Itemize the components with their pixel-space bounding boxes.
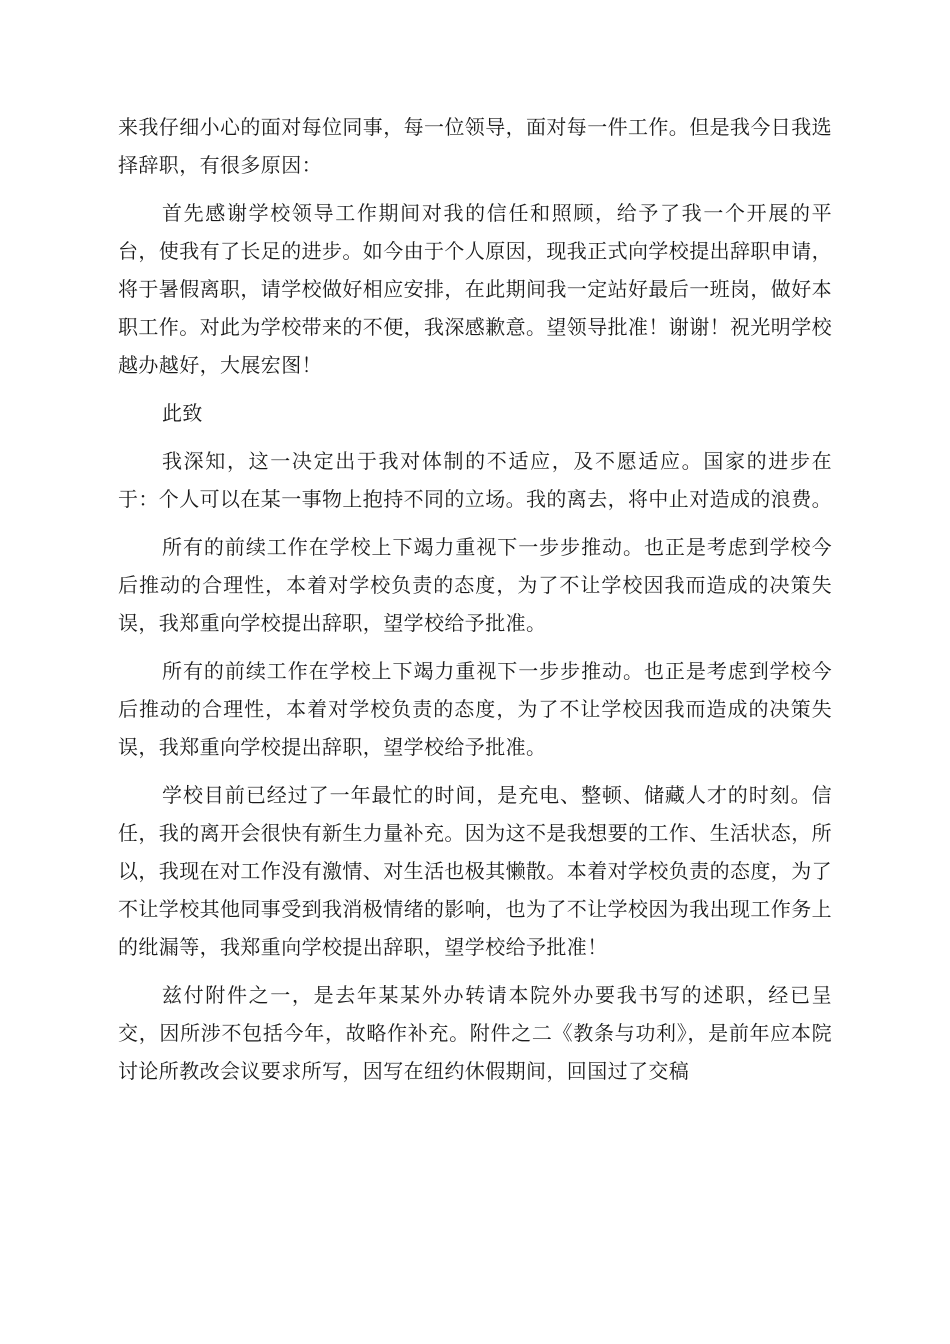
paragraph-thanks: 首先感谢学校领导工作期间对我的信任和照顾，给予了我一个开展的平台，使我有了长足的进步。如今由于个人原因，现我正式向学校提出辞职申请，将于暑假离职，请学校做好相应安排，在此期间我一定站好最后一班岗，做好本职工作。对此为学校带来的不便，我深感歉意。望领导批准！谢谢！祝光明学校越办越好，大展宏图！ xyxy=(118,201,832,377)
paragraph-reason-decision-1: 所有的前续工作在学校上下竭力重视下一步步推动。也正是考虑到学校今后推动的合理性，本着对学校负责的态度，为了不让学校因我而造成的决策失误，我郑重向学校提出辞职，望学校给予批准。 xyxy=(118,535,832,635)
paragraph-reason-decision-2: 所有的前续工作在学校上下竭力重视下一步步推动。也正是考虑到学校今后推动的合理性，本着对学校负责的态度，为了不让学校因我而造成的决策失误，我郑重向学校提出辞职，望学校给予批准。 xyxy=(118,659,832,759)
document-body xyxy=(118,108,832,1100)
paragraph-salutation: 此致 xyxy=(162,401,203,425)
paragraph-attachments: 兹付附件之一，是去年某某外办转请本院外办要我书写的述职，经已呈交，因所涉不包括今年，故略作补充。附件之二《教条与功利》，是前年应本院讨论所教改会议要求所写，因写在纽约休假期间，回国过了交稿 xyxy=(118,983,832,1083)
paragraph-reason-system: 我深知，这一决定出于我对体制的不适应，及不愿适应。国家的进步在于：个人可以在某一事物上抱持不同的立场。我的离去，将中止对造成的浪费。 xyxy=(118,449,832,511)
paragraph-reason-state: 学校目前已经过了一年最忙的时间，是充电、整顿、储藏人才的时刻。信任，我的离开会很快有新生力量补充。因为这不是我想要的工作、生活状态，所以，我现在对工作没有激情、对生活也极其懒散。本着对学校负责的态度，为了不让学校其他同事受到我消极情绪的影响，也为了不让学校因为我出现工作务上的纰漏等，我郑重向学校提出辞职，望学校给予批准！ xyxy=(118,783,832,959)
paragraph-opening: 来我仔细小心的面对每位同事，每一位领导，面对每一件工作。但是我今日我选择辞职，有很多原因： xyxy=(118,115,832,177)
